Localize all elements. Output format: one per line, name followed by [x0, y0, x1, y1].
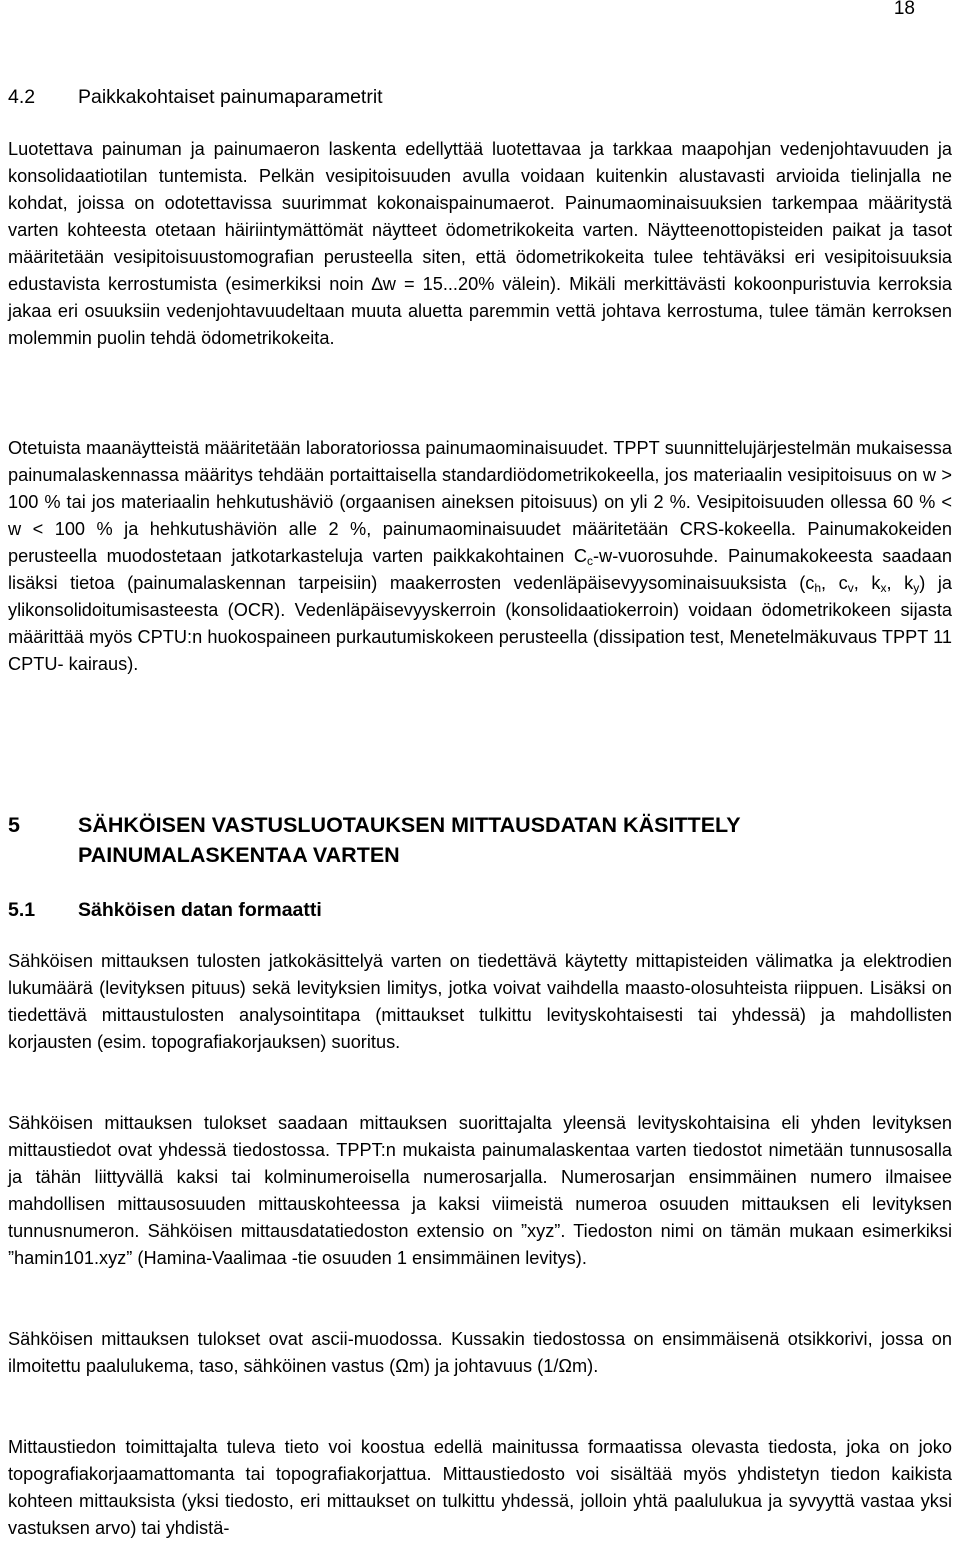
paragraph-tppt-method	[8, 435, 952, 678]
subscript: y	[913, 581, 920, 595]
paragraph-text: Otetuista maanäytteistä määritetään laboratoriossa painumaominaisuudet. TPPT suunnittelujärjestelmän mukaisessa painumalaskennassa määritys tehdään portaittaisella standardiödometrikokeella, jos materiaalin vesipitoisuus on w > 100 % tai jos materiaalin hehkutushäviö (orgaanisen aineksen pitoisuus) on yli 2 %. Vesipitoisuuden ollessa 60 % < w < 100 % ja hehkutushäviön alle 2 %, painumaominaisuudet määritetään CRS-kokeella. Painumakokeiden perusteella muodostetaan jatkotarkasteluja varten paikkakohtainen C	[8, 438, 952, 566]
paragraph-text: , c	[821, 573, 848, 593]
paragraph-text: , k	[853, 573, 881, 593]
paragraph-5-1-files: Sähköisen mittauksen tulokset saadaan mittauksen suorittajalta yleensä levityskohtaisina eli yhden levityksen mittaustiedot ovat yhdessä tiedostossa. TPPT:n mukaista painumalaskentaa varten tiedostot nimetään tunnusosalla ja tähän liittyvällä kaksi tai kolminumeroisella numerosarjalla. Numerosarjan ensimmäinen numero ilmaisee mahdollisen mittausosuuden mittauskohteessa ja kaksi viimeistä numeroa osuuden mittauksen eli levityksen tunnusnumeron. Sähköisen mittausdatatiedoston extensio on ”xyz”. Tiedoston nimi on tämän mukaan esimerkiksi ”hamin101.xyz” (Hamina-Vaalimaa -tie osuuden 1 ensimmäinen levitys).	[8, 1113, 952, 1268]
section-number: 5.1	[8, 899, 36, 921]
paragraph-5-1-delivery: Mittaustiedon toimittajalta tuleva tieto voi koostua edellä mainitussa formaatissa olevasta tiedosta, joka on joko topografiakorjaamattomanta tai topografiakorjattua. Mittaustiedosto voi sisältää myös yhdistetyn tiedon kaikista kohteen mittauksista (yksi tiedosto, eri mittaukset on tulkittu yhdessä, jolloin yhtä paalulukua ja syvyyttä vastaa yksi vastuksen arvo) tai yhdistä-	[8, 1437, 952, 1538]
subscript: h	[814, 581, 822, 595]
page-number: 18	[893, 0, 915, 19]
chapter-heading-5	[8, 810, 741, 870]
subscript: v	[847, 581, 854, 595]
section-title: Sähköisen datan formaatti	[78, 899, 322, 921]
paragraph-5-1-measurement: Sähköisen mittauksen tulosten jatkokäsittelyä varten on tiedettävä käytetty mittapisteiden välimatka ja elektrodien lukumäärä (levityksen pituus) sekä levityksien limitys, jotka voivat vaihdella maasto-olosuhteista riippuen. Lisäksi on tiedettävä mittaustulosten analysointitapa (mittaukset tulkittu levityskohtaisesti tai yhdessä) ja mahdollisten korjausten (esim. topografiakorjauksen) suoritus.	[8, 951, 952, 1052]
subscript: c	[587, 554, 593, 568]
chapter-title-line-1: SÄHKÖISEN VASTUSLUOTAUKSEN MITTAUSDATAN KÄSITTELY	[78, 813, 741, 837]
section-number: 4.2	[8, 86, 36, 108]
paragraph-text: , k	[886, 573, 914, 593]
chapter-title-line-2: PAINUMALASKENTAA VARTEN	[78, 843, 400, 867]
section-heading-5-1	[8, 899, 322, 922]
paragraph-4-2-intro: Luotettava painuman ja painumaeron laskenta edellyttää luotettavaa ja tarkkaa maapohjan vedenjohtavuuden ja konsolidaatiotilan tuntemista. Pelkän vesipitoisuuden avulla voidaan kuitenkin alustavasti arvioida tielinjalla ne kohdat, joissa on odotettavissa suurimmat kokonaispainumaerot. Painumaominaisuuksien tarkempaa määritystä varten kohteesta otetaan häiriintymättömät näytteet ödometrikokeita varten. Näytteenottopisteiden paikat ja tasot määritetään vesipitoisuustomografian perusteella siten, että ödometrikokeita tulee tehtäväksi eri vesipitoisuuksia edustavista kerrostumista (esimerkiksi noin ∆w = 15...20% välein). Mikäli merkittävästi kokoonpuristuvia kerroksia jakaa eri osuuksiin vedenjohtavuudeltaan muuta aluetta paremmin vettä johtava kerrostuma, tulee tämän kerroksen molemmin puolin tehdä ödometrikokeita.	[8, 139, 952, 348]
paragraph-text: ) ja ylikonsolidoitumisasteesta (OCR). Vedenläpäisevyyskerroin (konsolidaatiokerroin) voidaan ödometrikokeen sijasta määrittää myös CPTU:n huokospaineen purkautumiskokeen perusteella (dissipation test, Menetelmäkuvaus TPPT 11 CPTU- kairaus).	[8, 573, 953, 674]
section-title: Paikkakohtaiset painumaparametrit	[78, 86, 383, 108]
subscript: x	[880, 581, 887, 595]
paragraph-5-1-ascii: Sähköisen mittauksen tulokset ovat ascii-muodossa. Kussakin tiedostossa on ensimmäisenä otsikkorivi, jossa on ilmoitettu paalulukema, taso, sähköinen vastus (Ωm) ja johtavuus (1/Ωm).	[8, 1329, 952, 1376]
chapter-number: 5	[8, 813, 20, 837]
paragraph-text: -w-vuorosuhde. Painumakokeesta saadaan lisäksi tietoa (painumalaskennan tarpeisiin) maakerrosten vedenläpäisevyysominaisuuksista (c	[8, 546, 952, 593]
section-heading-4-2	[8, 86, 383, 109]
